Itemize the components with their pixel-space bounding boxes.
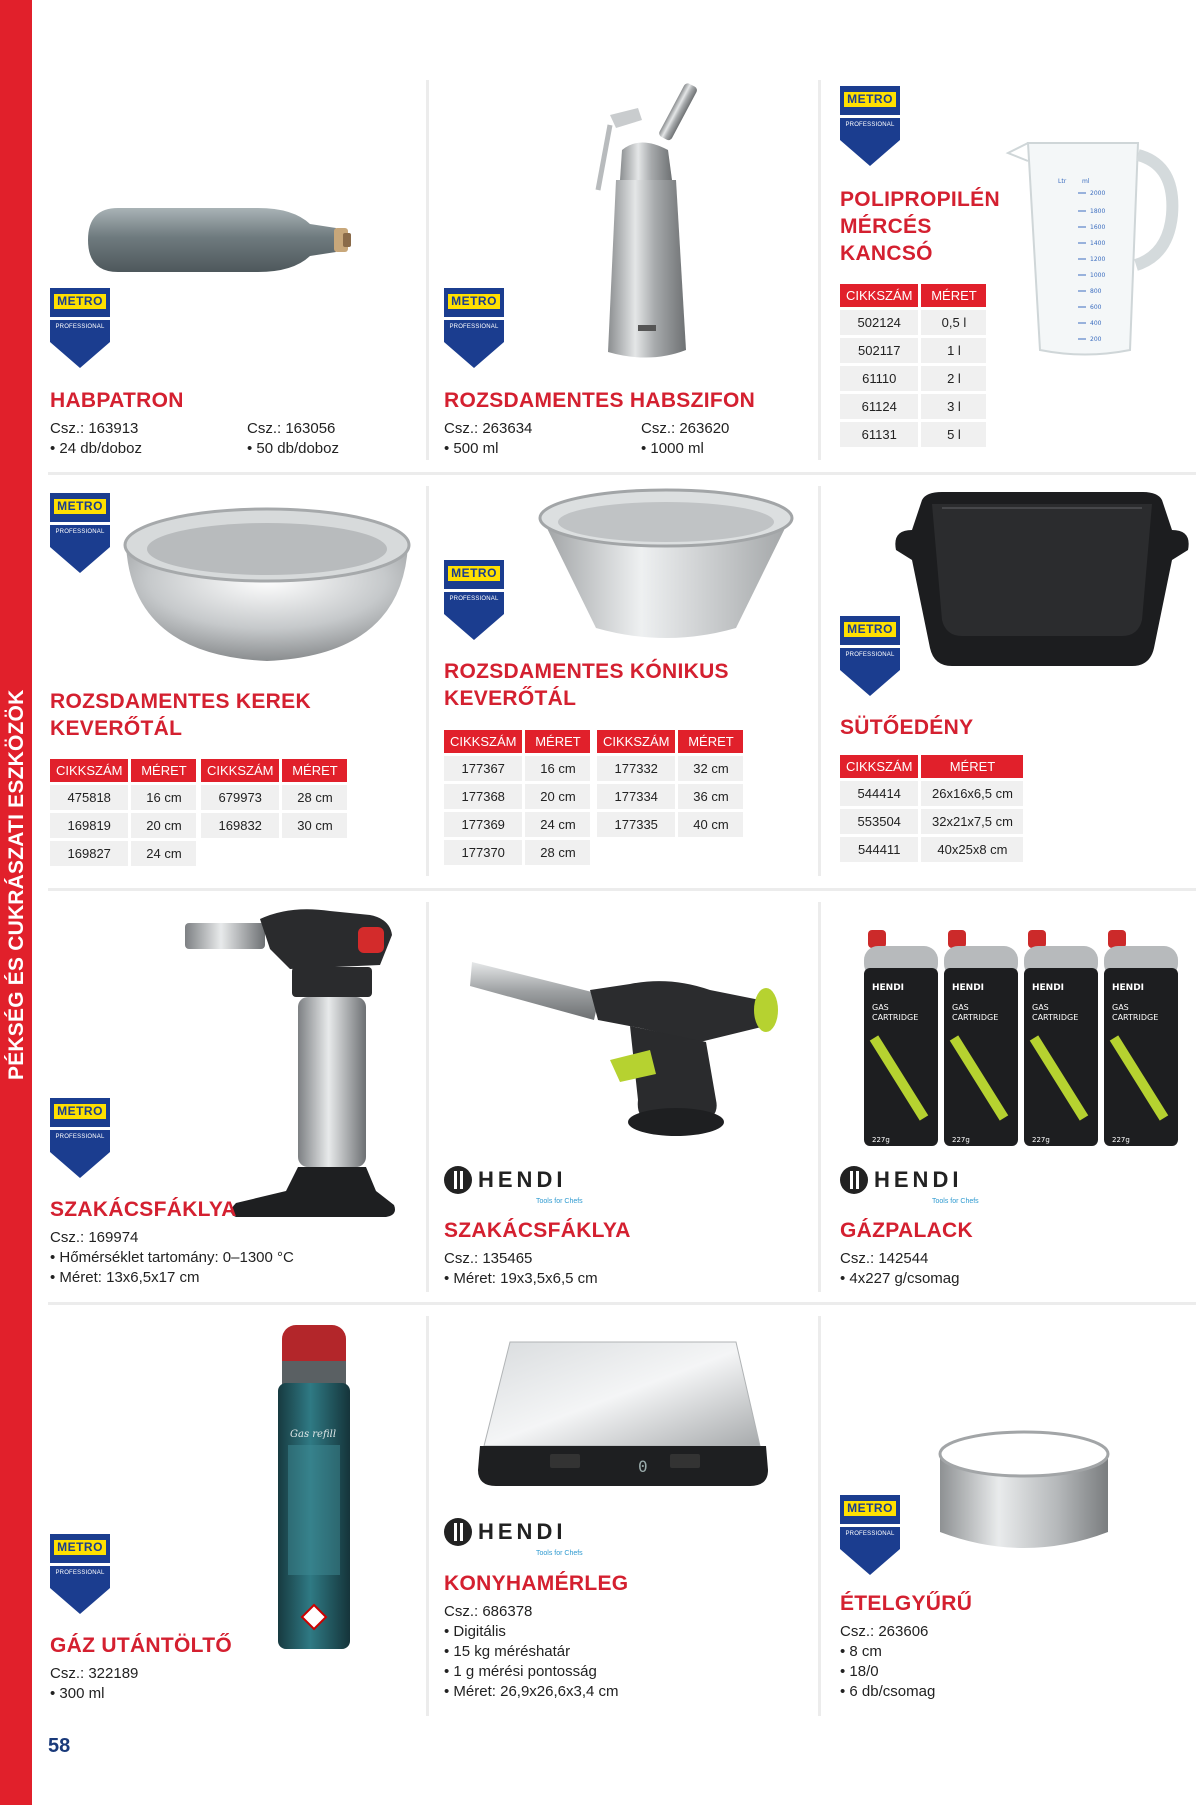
jug-scale-1400: 1400: [1090, 240, 1106, 247]
gas-can: [1104, 930, 1178, 1146]
metro-professional-logo: METRO PROFESSIONAL: [50, 1098, 110, 1182]
jug-scale-ltr: Ltr: [1058, 178, 1067, 185]
svg-text:GAS: GAS: [952, 1003, 969, 1012]
category-label: PÉKSÉG ÉS CUKRÁSZATI ESZKÖZÖK: [5, 689, 28, 1080]
svg-text:CARTRIDGE: CARTRIDGE: [952, 1013, 999, 1022]
scale-display: 0: [638, 1457, 648, 1476]
cream-whipper-image: [580, 80, 710, 365]
food-ring-image: [936, 1428, 1112, 1560]
round-bowl-image: [122, 505, 412, 665]
gas-cartridges-image: [864, 918, 1180, 1148]
kitchen-torch-image: [180, 905, 410, 1220]
table-row: 177335 40 cm: [597, 812, 743, 837]
product-title: HABPATRON: [50, 389, 184, 412]
gas-refill-can-image: [278, 1325, 350, 1650]
svg-text:HENDI: HENDI: [1112, 983, 1145, 993]
metro-professional-logo: METRO PROFESSIONAL: [50, 493, 110, 577]
product-detail: • 1000 ml: [641, 440, 704, 457]
table-row: 61110 2 l: [840, 366, 986, 391]
column-divider: [426, 902, 429, 1292]
table-row: 502124 0,5 l: [840, 310, 986, 335]
table-row: 177370 28 cm: [444, 840, 590, 865]
row-divider: [48, 888, 1196, 891]
product-title: GÁZ UTÁNTÖLTŐ: [50, 1634, 232, 1657]
product-detail: • Digitális: [444, 1623, 506, 1640]
table-row: 169827 24 cm: [50, 841, 196, 866]
product-code: Csz.: 163056: [247, 420, 336, 437]
svg-text:GAS: GAS: [1112, 1003, 1129, 1012]
metro-professional-logo: METRO PROFESSIONAL: [444, 560, 504, 644]
product-title: SZAKÁCSFÁKLYA: [50, 1198, 237, 1221]
column-divider: [818, 80, 821, 460]
product-code: Csz.: 686378: [444, 1603, 533, 1620]
jug-scale-2000: 2000: [1090, 190, 1106, 197]
product-code: Csz.: 142544: [840, 1250, 929, 1267]
metro-professional-logo: METRO PROFESSIONAL: [444, 288, 504, 372]
table-row: 177369 24 cm: [444, 812, 590, 837]
product-code: Csz.: 263634: [444, 420, 533, 437]
product-detail: • Méret: 19x3,5x6,5 cm: [444, 1270, 598, 1287]
product-code: Csz.: 169974: [50, 1229, 139, 1246]
product-detail: • 4x227 g/csomag: [840, 1270, 960, 1287]
product-code: Csz.: 263606: [840, 1623, 929, 1640]
metro-professional-logo: METRO PROFESSIONAL: [840, 616, 900, 700]
metro-professional-logo: METRO PROFESSIONAL: [50, 288, 110, 372]
product-title: ROZSDAMENTES KÓNIKUS KEVERŐTÁL: [444, 660, 729, 710]
hendi-logo: HENDI Tools for Chefs: [444, 1518, 644, 1562]
table-row: 169832 30 cm: [201, 813, 347, 838]
product-title: SZAKÁCSFÁKLYA: [444, 1219, 631, 1242]
product-code: Csz.: 163913: [50, 420, 139, 437]
svg-text:GAS: GAS: [872, 1003, 889, 1012]
product-detail: • Méret: 26,9x26,6x3,4 cm: [444, 1683, 619, 1700]
product-detail: • 1 g mérési pontosság: [444, 1663, 597, 1680]
product-detail: • 500 ml: [444, 440, 499, 457]
product-title: POLIPROPILÉN MÉRCÉS KANCSÓ: [840, 188, 1000, 265]
table-row: 679973 28 cm: [201, 785, 347, 810]
table-row: 544414 26x16x6,5 cm: [840, 781, 1023, 806]
product-detail: • 50 db/doboz: [247, 440, 339, 457]
column-divider: [426, 486, 429, 876]
row-divider: [48, 1302, 1196, 1305]
metro-professional-logo: METRO PROFESSIONAL: [840, 1495, 900, 1579]
product-detail: • 6 db/csomag: [840, 1683, 936, 1700]
table-row: 169819 20 cm: [50, 813, 196, 838]
metro-professional-logo: METRO PROFESSIONAL: [50, 1534, 110, 1618]
spec-table: CIKKSZÁM MÉRET 475818 16 cm 169819 20 cm 169827 24 cm: [47, 756, 199, 869]
jug-scale-ml: ml: [1082, 178, 1090, 185]
svg-text:227g: 227g: [952, 1136, 970, 1144]
cream-charger-image: [88, 200, 358, 280]
table-row: 553504 32x21x7,5 cm: [840, 809, 1023, 834]
measuring-jug-image: [990, 135, 1180, 360]
gas-can: [1024, 930, 1098, 1146]
svg-text:GAS: GAS: [1032, 1003, 1049, 1012]
svg-text:227g: 227g: [1112, 1136, 1130, 1144]
jug-scale-800: 800: [1090, 288, 1102, 295]
svg-text:CARTRIDGE: CARTRIDGE: [1112, 1013, 1159, 1022]
product-code: Csz.: 322189: [50, 1665, 139, 1682]
spec-table: CIKKSZÁM MÉRET 177367 16 cm 177368 20 cm 177369 24 cm 177370 28 cm: [441, 727, 593, 868]
jug-scale-1600: 1600: [1090, 224, 1106, 231]
product-detail: • Méret: 13x6,5x17 cm: [50, 1269, 200, 1286]
column-divider: [818, 486, 821, 876]
table-row: 544411 40x25x8 cm: [840, 837, 1023, 862]
product-code: Csz.: 263620: [641, 420, 730, 437]
table-row: 177332 32 cm: [597, 756, 743, 781]
product-detail: • 18/0: [840, 1663, 879, 1680]
column-divider: [818, 902, 821, 1292]
column-divider: [426, 1316, 429, 1716]
column-divider: [426, 80, 429, 460]
spec-table: CIKKSZÁM MÉRET 177332 32 cm 177334 36 cm 177335 40 cm: [594, 727, 746, 840]
column-divider: [818, 1316, 821, 1716]
hendi-logo: HENDI Tools for Chefs: [840, 1166, 1040, 1210]
table-row: 61124 3 l: [840, 394, 986, 419]
category-sidebar: [0, 0, 32, 1805]
product-title: ROZSDAMENTES KEREK KEVERŐTÁL: [50, 690, 311, 740]
can-label: Gas refill: [290, 1429, 337, 1440]
gas-can: [864, 930, 938, 1146]
svg-text:HENDI: HENDI: [952, 983, 985, 993]
svg-text:CARTRIDGE: CARTRIDGE: [872, 1013, 919, 1022]
table-row: 177334 36 cm: [597, 784, 743, 809]
baking-dish-image: [892, 490, 1192, 670]
product-title: GÁZPALACK: [840, 1219, 973, 1242]
product-title: ROZSDAMENTES HABSZIFON: [444, 389, 756, 412]
jug-scale-1200: 1200: [1090, 256, 1106, 263]
svg-text:HENDI: HENDI: [1032, 983, 1065, 993]
table-row: 61131 5 l: [840, 422, 986, 447]
spec-table: CIKKSZÁM MÉRET 544414 26x16x6,5 cm 553504 32x21x7,5 cm 544411 40x25x8 cm: [837, 752, 1026, 865]
kitchen-torch-hendi-image: [470, 950, 790, 1140]
jug-scale-1000: 1000: [1090, 272, 1106, 279]
product-detail: • 300 ml: [50, 1685, 105, 1702]
svg-text:CARTRIDGE: CARTRIDGE: [1032, 1013, 1079, 1022]
spec-table: CIKKSZÁM MÉRET 502124 0,5 l 502117 1 l 61110 2 l 61124 3 l 61131 5 l: [837, 281, 989, 450]
gas-can: [944, 930, 1018, 1146]
table-row: 177368 20 cm: [444, 784, 590, 809]
product-code: Csz.: 135465: [444, 1250, 533, 1267]
jug-scale-400: 400: [1090, 320, 1102, 327]
spec-table: CIKKSZÁM MÉRET 679973 28 cm 169832 30 cm: [198, 756, 350, 841]
product-title: SÜTŐEDÉNY: [840, 716, 974, 739]
hendi-logo: HENDI Tools for Chefs: [444, 1166, 644, 1210]
svg-text:227g: 227g: [1032, 1136, 1050, 1144]
product-title: KONYHAMÉRLEG: [444, 1572, 629, 1595]
svg-text:227g: 227g: [872, 1136, 890, 1144]
jug-scale-1800: 1800: [1090, 208, 1106, 215]
table-row: 177367 16 cm: [444, 756, 590, 781]
row-divider: [48, 472, 1196, 475]
conical-bowl-image: [536, 488, 796, 648]
product-detail: • 8 cm: [840, 1643, 882, 1660]
table-row: 502117 1 l: [840, 338, 986, 363]
table-row: 475818 16 cm: [50, 785, 196, 810]
metro-professional-logo: METRO PROFESSIONAL: [840, 86, 900, 170]
kitchen-scale-image: [470, 1340, 775, 1490]
page-number: 58: [48, 1735, 71, 1757]
jug-scale-600: 600: [1090, 304, 1102, 311]
jug-scale-200: 200: [1090, 336, 1102, 343]
product-title: ÉTELGYŰRŰ: [840, 1592, 973, 1615]
product-detail: • 15 kg méréshatár: [444, 1643, 571, 1660]
product-detail: • 24 db/doboz: [50, 440, 142, 457]
product-detail: • Hőmérséklet tartomány: 0–1300 °C: [50, 1249, 294, 1266]
svg-text:HENDI: HENDI: [872, 983, 905, 993]
